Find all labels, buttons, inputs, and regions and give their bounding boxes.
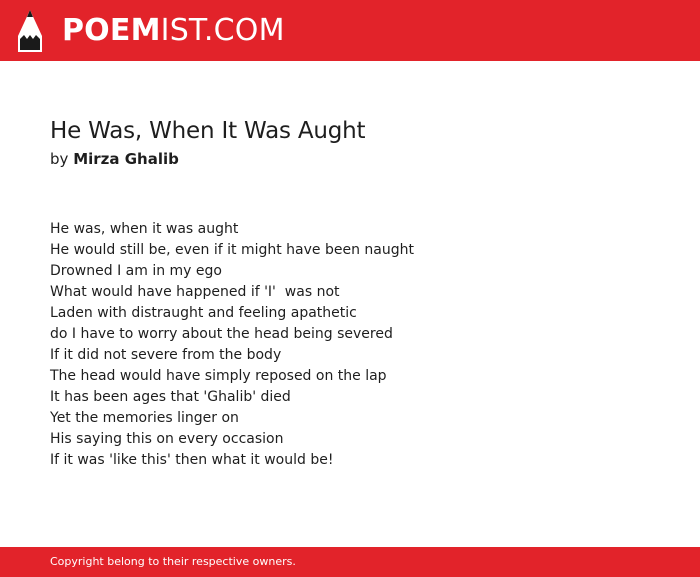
by-label: by bbox=[50, 150, 69, 168]
copyright-notice: Copyright belong to their respective owners. bbox=[50, 555, 296, 568]
pencil-tip-icon bbox=[17, 9, 43, 53]
poem-byline bbox=[50, 148, 179, 170]
author-name: Mirza Ghalib bbox=[73, 150, 179, 168]
poem-line: do I have to worry about the head being severed bbox=[50, 326, 393, 342]
poem-line: The head would have simply reposed on the lap bbox=[50, 368, 387, 384]
poem-title: He Was, When It Was Aught bbox=[50, 118, 366, 144]
site-logo[interactable] bbox=[62, 11, 285, 51]
poem-body bbox=[50, 219, 414, 471]
site-footer bbox=[0, 547, 700, 577]
poem-line: What would have happened if 'I' was not bbox=[50, 284, 340, 300]
poem-line: Laden with distraught and feeling apathetic bbox=[50, 305, 357, 321]
poem-line: If it was 'like this' then what it would be! bbox=[50, 452, 334, 468]
logo-wordmark-bold: POEM bbox=[62, 13, 161, 48]
poem-line: If it did not severe from the body bbox=[50, 347, 282, 363]
site-header bbox=[0, 0, 700, 61]
poem-line: His saying this on every occasion bbox=[50, 431, 284, 447]
poem-line: It has been ages that 'Ghalib' died bbox=[50, 389, 291, 405]
poem-line: Drowned I am in my ego bbox=[50, 263, 222, 279]
poem-line: He was, when it was aught bbox=[50, 221, 239, 237]
poem-line: Yet the memories linger on bbox=[50, 410, 239, 426]
logo-wordmark-light: IST.COM bbox=[160, 13, 285, 48]
poem-line: He would still be, even if it might have been naught bbox=[50, 242, 414, 258]
